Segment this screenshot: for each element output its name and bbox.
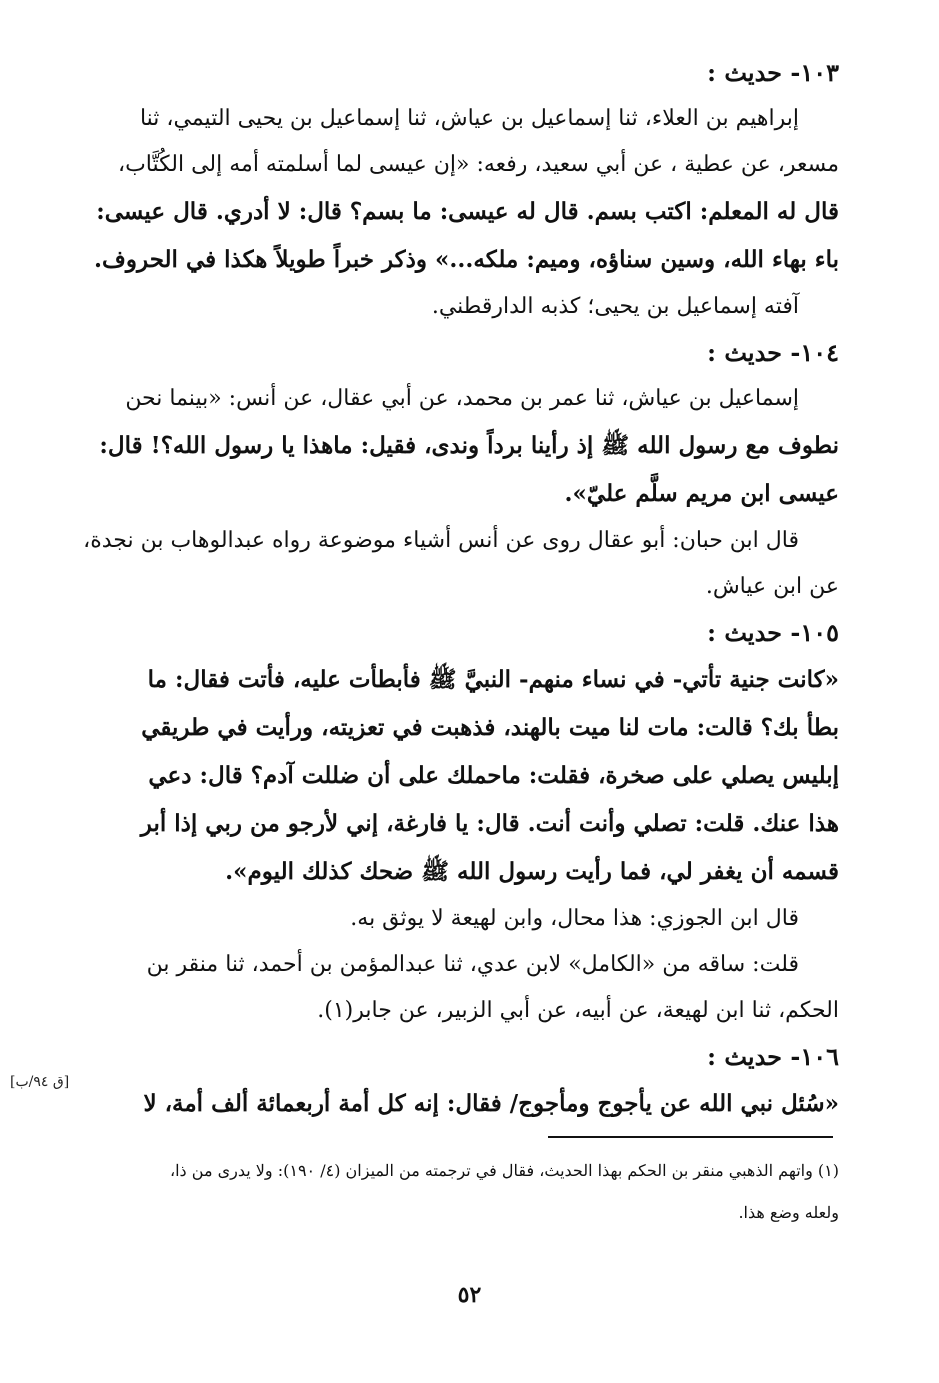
hadith-text-line: قال له المعلم: اكتب بسم. قال له عيسى: ما بسم؟ قال: لا أدري. قال عيسى:: [96, 198, 839, 225]
footnote-line: (١) واتهم الذهبي منقر بن الحكم بهذا الحديث، فقال في ترجمته من الميزان (٤/ ١٩٠): ولا يدرى من ذا،: [169, 1161, 839, 1180]
main-text: [64, 50, 839, 1128]
commentary-line: الحكم، ثنا ابن لهيعة، عن أبيه، عن أبي الزبير، عن جابر(١).: [317, 998, 839, 1023]
manuscript-folio-marker: [ق ٩٤/ب]: [10, 1074, 70, 1090]
commentary-line: إسماعيل بن عياش، ثنا عمر بن محمد، عن أبي عقال، عن أنس: «بينما نحن: [125, 386, 799, 411]
hadith-heading: ١٠٥- حديث :: [707, 618, 839, 647]
page-number: ٥٢: [457, 1282, 482, 1308]
hadith-text-line: هذا عنك. قلت: تصلي وأنت أنت. قال: يا فارغة، إني لأرجو من ربي إذا أبر: [140, 810, 839, 837]
commentary-line: إبراهيم بن العلاء، ثنا إسماعيل بن عياش، ثنا إسماعيل بن يحيى التيمي، ثنا: [139, 106, 799, 131]
hadith-heading: ١٠٣- حديث :: [707, 58, 839, 87]
hadith-text-line: قسمه أن يغفر لي، فما رأيت رسول الله ﷺ ضحك كذلك اليوم».: [225, 858, 839, 885]
commentary-line: مسعر، عن عطية ، عن أبي سعيد، رفعه: «إن عيسى لما أسلمته أمه إلى الكُتَّاب،: [117, 152, 839, 177]
hadith-text-line: عيسى ابن مريم سلَّم عليّ».: [564, 480, 839, 507]
hadith-heading: ١٠٤- حديث :: [707, 338, 839, 367]
hadith-text-line: إبليس يصلي على صخرة، فقلت: ماحملك على أن ضللت آدم؟ قال: دعي: [148, 762, 839, 789]
commentary-line: عن ابن عياش.: [705, 574, 839, 599]
commentary-line: آفته إسماعيل بن يحيى؛ كذبه الدارقطني.: [431, 294, 799, 319]
footnote: [64, 1150, 839, 1234]
hadith-text-line: «سُئل نبي الله عن يأجوج ومأجوج/ فقال: إنه كل أمة أربعمائة ألف أمة، لا: [143, 1090, 839, 1117]
commentary-line: قال ابن الجوزي: هذا محال، وابن لهيعة لا يوثق به.: [350, 906, 799, 931]
hadith-heading: ١٠٦- حديث :: [707, 1042, 839, 1071]
footnote-line: ولعله وضع هذا.: [738, 1203, 839, 1222]
hadith-text-line: «كانت جنية تأتي- في نساء منهم- النبيَّ ﷺ فأبطأت عليه، فأتت فقال: ما: [147, 666, 839, 693]
hadith-text-line: باء بهاء الله، وسين سناؤه، وميم: ملكه...» وذكر خبراً طويلاً هكذا في الحروف.: [94, 246, 839, 273]
footnote-separator: [548, 1136, 833, 1138]
hadith-text-line: بطأ بك؟ قالت: مات لنا ميت بالهند، فذهبت في تعزيته، ورأيت في طريقي: [141, 714, 839, 741]
hadith-text-line: نطوف مع رسول الله ﷺ إذ رأينا برداً وندى، فقيل: ماهذا يا رسول الله؟! قال:: [99, 432, 839, 459]
commentary-line: قلت: ساقه من «الكامل» لابن عدي، ثنا عبدالمؤمن بن أحمد، ثنا منقر بن: [146, 952, 799, 977]
commentary-line: قال ابن حبان: أبو عقال روى عن أنس أشياء موضوعة رواه عبدالوهاب بن نجدة،: [83, 528, 799, 553]
